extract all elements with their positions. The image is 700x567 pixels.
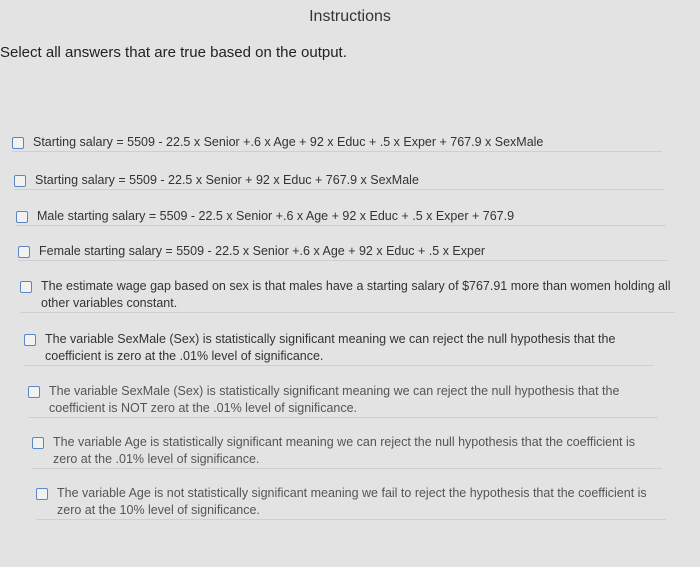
checkbox-icon[interactable] (18, 246, 30, 258)
answer-option-label: Male starting salary = 5509 - 22.5 x Senior +.6 x Age + 92 x Educ + .5 x Exper + 767.9 (37, 209, 515, 223)
checkbox-icon[interactable] (28, 386, 40, 398)
answer-option[interactable] (32, 434, 662, 469)
answer-option-label: Starting salary = 5509 - 22.5 x Senior + 92 x Educ + 767.9 x SexMale (35, 173, 419, 187)
checkbox-icon[interactable] (12, 137, 24, 149)
answer-option[interactable] (16, 208, 666, 226)
answer-option[interactable] (14, 172, 664, 190)
checkbox-icon[interactable] (32, 437, 44, 449)
answer-option-label: The variable Age is not statistically significant meaning we fail to reject the hypothesis that the coefficient is zero at the 10% level of significance. (57, 486, 647, 517)
answer-option-label: Starting salary = 5509 - 22.5 x Senior +.6 x Age + 92 x Educ + .5 x Exper + 767.9 x SexMale (33, 135, 544, 149)
answer-option-label: The variable SexMale (Sex) is statistically significant meaning we can reject the null hypothesis that the coefficient is NOT zero at the .01% level of significance. (49, 384, 620, 415)
answer-option[interactable] (28, 383, 658, 418)
answer-option[interactable] (36, 485, 666, 520)
checkbox-icon[interactable] (16, 211, 28, 223)
answer-option-label: The estimate wage gap based on sex is that males have a starting salary of $767.91 more than women holding all other variables constant. (41, 279, 671, 310)
instructions-title: Instructions (309, 8, 391, 25)
answer-option[interactable] (12, 134, 662, 152)
answer-option-label: The variable SexMale (Sex) is statistically significant meaning we can reject the null hypothesis that the coefficient is zero at the .01% level of significance. (45, 332, 616, 363)
checkbox-icon[interactable] (36, 488, 48, 500)
answer-option[interactable] (20, 278, 675, 313)
checkbox-icon[interactable] (14, 175, 26, 187)
checkbox-icon[interactable] (20, 281, 32, 293)
question-prompt: Select all answers that are true based on the output. (0, 44, 347, 61)
answer-option[interactable] (18, 243, 668, 261)
checkbox-icon[interactable] (24, 334, 36, 346)
answer-option[interactable] (24, 331, 654, 366)
answer-option-label: Female starting salary = 5509 - 22.5 x Senior +.6 x Age + 92 x Educ + .5 x Exper (39, 244, 486, 258)
answer-option-label: The variable Age is statistically significant meaning we can reject the null hypothesis that the coefficient is zero at the .01% level of significance. (53, 435, 636, 466)
